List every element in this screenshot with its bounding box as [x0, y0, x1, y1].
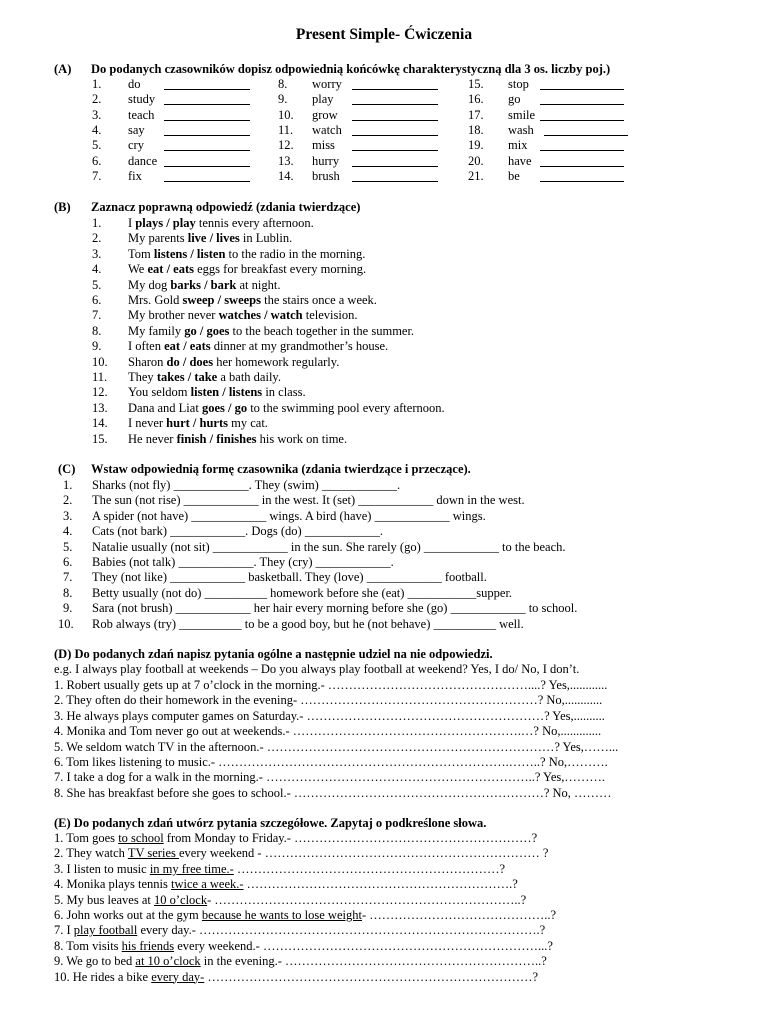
verb-number: 20. — [468, 153, 484, 168]
section-c-label: (C) — [58, 462, 76, 476]
item-number: 7. — [63, 570, 73, 585]
sentence-text: my cat. — [228, 416, 268, 431]
sentence-text: You seldom — [128, 385, 191, 400]
item-number: 5. — [92, 277, 102, 292]
question-line[interactable] — [54, 954, 547, 969]
choice-options[interactable]: listen / listens — [190, 385, 263, 400]
sentence-text: 9. We go to bed — [54, 954, 136, 969]
answer-blank[interactable] — [164, 79, 250, 90]
item-number: 15. — [92, 431, 108, 446]
sentence-text: Tom — [128, 246, 154, 261]
verb-word: go — [508, 92, 521, 107]
answer-dots: in the evening.- ……………………………………………………..? — [200, 954, 547, 969]
choice-options[interactable]: takes / take — [156, 370, 218, 384]
verb-word: say — [128, 122, 145, 137]
underlined-phrase: every day- — [151, 969, 205, 984]
sentence-text: 1. Tom goes — [54, 831, 119, 845]
verb-number: 12. — [278, 138, 294, 153]
section-a-instruction: Do podanych czasowników dopisz odpowiednią końcówkę charakterystyczną dla 3 os. liczby poj.) — [91, 62, 611, 76]
fill-in-sentence[interactable]: The sun (not rise) ____________ in the west. It (set) ____________ down in the west. — [92, 493, 525, 508]
sentence-text: eggs for breakfast every morning. — [194, 262, 367, 277]
sentence-text: 7. I — [54, 923, 74, 938]
choice-options[interactable]: barks / bark — [170, 277, 237, 292]
section-b-header — [54, 200, 360, 215]
section-e-instruction: (E) Do podanych zdań utwórz pytania szczegółowe. Zapytaj o podkreślone słowa. — [54, 816, 487, 830]
verb-number: 4. — [92, 122, 102, 137]
sentence — [128, 385, 306, 400]
answer-blank[interactable] — [164, 156, 250, 167]
sentence — [128, 370, 281, 385]
verb-number: 7. — [92, 168, 102, 183]
sentence-text: My family — [128, 323, 185, 338]
answer-blank[interactable] — [352, 94, 438, 105]
sentence — [128, 324, 414, 339]
question-line[interactable] — [54, 862, 505, 877]
sentence-text: They — [128, 370, 157, 384]
underlined-phrase: at 10 o’clock — [135, 954, 201, 969]
choice-options[interactable]: live / lives — [187, 231, 240, 246]
item-number: 10. — [92, 354, 108, 369]
verb-word: wash — [508, 122, 534, 137]
question-line[interactable]: 5. We seldom watch TV in the afternoon.- ……………………………………………………………? Yes,……... — [54, 739, 619, 754]
sentence-text: 2. They watch — [54, 846, 128, 861]
answer-blank[interactable] — [164, 110, 250, 121]
choice-options[interactable]: finish / finishes — [176, 431, 257, 446]
sentence-text: 8. Tom visits — [54, 938, 122, 953]
sentence-text: My brother never — [128, 308, 219, 323]
item-number: 2. — [63, 493, 73, 508]
answer-blank[interactable] — [352, 125, 438, 136]
question-line[interactable]: 2. They often do their homework in the evening- …………………………………………………? No,............ — [54, 693, 603, 708]
item-number: 14. — [92, 416, 108, 431]
item-number: 9. — [63, 601, 73, 616]
sentence-text: I often — [128, 339, 165, 354]
sentence-text: a bath daily. — [217, 370, 281, 384]
underlined-phrase: his friends — [121, 938, 175, 953]
item-number: 6. — [92, 293, 102, 307]
choice-options[interactable]: do / does — [166, 354, 214, 369]
verb-word: mix — [508, 138, 528, 153]
section-a-header — [54, 62, 610, 77]
question-line[interactable] — [54, 846, 548, 861]
verb-word: brush — [312, 168, 340, 183]
item-number: 10. — [58, 616, 74, 631]
fill-in-sentence[interactable]: Natalie usually (not sit) ____________ in the sun. She rarely (go) ____________ to the beach. — [92, 539, 566, 554]
sentence-text: tennis every afternoon. — [195, 216, 314, 230]
verb-number: 8. — [278, 77, 288, 91]
question-line[interactable] — [54, 893, 526, 908]
answer-dots: every weekend - ………………………………………………………… ? — [178, 846, 549, 861]
choice-options[interactable]: eat / eats — [164, 339, 211, 354]
item-number: 1. — [63, 478, 73, 492]
answer-blank[interactable] — [164, 171, 250, 182]
item-number: 1. — [92, 216, 102, 230]
item-number: 9. — [92, 339, 102, 354]
sentence — [128, 216, 314, 231]
sentence — [128, 247, 365, 262]
sentence-text: his work on time. — [256, 431, 348, 446]
sentence — [128, 432, 347, 447]
fill-in-sentence[interactable]: They (not like) ____________ basketball. They (love) ____________ football. — [92, 570, 487, 585]
answer-dots: ………………………………………………………? — [233, 861, 506, 876]
answer-blank[interactable] — [544, 125, 628, 136]
choice-options[interactable]: go / goes — [184, 323, 230, 338]
sentence-text: in Lublin. — [239, 231, 293, 246]
sentence-text: Dana and Liat — [128, 400, 202, 415]
choice-options[interactable]: watches / watch — [218, 308, 303, 323]
verb-number: 19. — [468, 138, 484, 153]
item-number: 5. — [63, 539, 73, 554]
underlined-phrase: TV series — [127, 846, 179, 861]
answer-blank[interactable] — [352, 79, 438, 90]
verb-word: cry — [128, 138, 144, 153]
sentence-text: her homework regularly. — [213, 354, 340, 369]
answer-dots: from Monday to Friday.- …………………………………………………? — [163, 831, 538, 845]
sentence-text: We — [128, 262, 148, 277]
fill-in-sentence[interactable]: Sara (not brush) ____________ her hair every morning before she (go) ____________ to school. — [92, 601, 578, 616]
verb-number: 18. — [468, 122, 484, 137]
answer-dots: ……………………………………………………….? — [243, 877, 518, 892]
sentence — [128, 262, 366, 277]
choice-options[interactable]: listens / listen — [153, 246, 226, 261]
choice-options[interactable]: sweep / sweeps — [182, 293, 261, 307]
underlined-phrase: because he wants to lose weight — [201, 908, 362, 922]
sentence-text: I — [128, 216, 136, 230]
fill-in-sentence[interactable]: Rob always (try) __________ to be a good boy, but he (not behave) __________ well. — [92, 616, 524, 631]
sentence-text: My dog — [128, 277, 171, 292]
item-number: 7. — [92, 308, 102, 323]
answer-dots: - ………………………………………………………………..? — [207, 892, 527, 907]
answer-dots: - ……………………………………..? — [361, 908, 557, 922]
underlined-phrase: 10 o’clock — [153, 892, 208, 907]
section-d-instruction: (D) Do podanych zdań napisz pytania ogólne a następnie udziel na nie odpowiedzi. — [54, 647, 493, 661]
sentence — [128, 416, 268, 431]
fill-in-sentence[interactable]: Betty usually (not do) __________ homework before she (eat) ___________supper. — [92, 585, 513, 600]
item-number: 11. — [92, 370, 108, 384]
item-number: 2. — [92, 231, 102, 246]
item-number: 12. — [92, 385, 108, 400]
verb-number: 14. — [278, 168, 294, 183]
fill-in-sentence[interactable]: Babies (not talk) ____________. They (cry) ____________. — [92, 555, 394, 569]
item-number: 3. — [63, 508, 73, 523]
verb-word: watch — [312, 122, 342, 137]
sentence-text: Sharon — [128, 354, 167, 369]
sentence — [128, 355, 339, 370]
verb-word: have — [508, 153, 532, 168]
section-a-label: (A) — [54, 62, 72, 76]
sentence-text: in class. — [262, 385, 306, 400]
sentence-text: My parents — [128, 231, 188, 246]
sentence — [128, 293, 377, 308]
answer-blank[interactable] — [540, 140, 624, 151]
sentence-text: I never — [128, 416, 167, 431]
answer-blank[interactable] — [540, 110, 624, 121]
item-number: 8. — [92, 323, 102, 338]
verb-number: 16. — [468, 92, 484, 107]
verb-word: dance — [128, 153, 158, 168]
question-line[interactable]: 8. She has breakfast before she goes to school.- ……………………………………………………? No, ……… — [54, 785, 612, 800]
section-b-label: (B) — [54, 200, 71, 214]
verb-word: teach — [128, 107, 155, 122]
choice-options[interactable]: plays / play — [135, 216, 196, 230]
verb-word: smile — [508, 107, 536, 122]
verb-word: fix — [128, 168, 142, 183]
sentence-text: 4. Monika plays tennis — [54, 877, 172, 892]
verb-number: 9. — [278, 92, 288, 107]
verb-word: do — [128, 77, 141, 91]
choice-options[interactable]: goes / go — [201, 400, 248, 415]
sentence-text: dinner at my grandmother’s house. — [210, 339, 389, 354]
question-line[interactable]: 6. Tom likes listening to music.- …………………………………………………………….……..? No,………. — [54, 755, 608, 769]
verb-word: play — [312, 92, 334, 107]
verb-word: study — [128, 92, 156, 107]
verb-number: 2. — [92, 92, 102, 107]
sentence-text: 6. John works out at the gym — [54, 908, 202, 922]
question-line[interactable]: 1. Robert usually gets up at 7 o’clock in the morning.- …………………………………………....? Yes,............ — [54, 678, 608, 692]
sentence — [128, 339, 388, 354]
choice-options[interactable]: eat / eats — [147, 262, 194, 277]
underlined-phrase: to school — [118, 831, 164, 845]
sentence — [128, 231, 292, 246]
verb-word: hurry — [312, 153, 340, 168]
question-line[interactable]: 4. Monika and Tom never go out at weekends.- ……………………………………………….…? No,............. — [54, 724, 602, 739]
answer-blank[interactable] — [164, 140, 250, 151]
answer-dots: every day.- ……………………………………………………………………….? — [137, 923, 546, 938]
item-number: 13. — [92, 400, 108, 415]
section-c-header — [58, 462, 471, 477]
verb-number: 3. — [92, 107, 102, 122]
verb-number: 10. — [278, 107, 294, 122]
sentence — [128, 308, 357, 323]
sentence-text: television. — [302, 308, 358, 323]
sentence-text: to the beach together in the summer. — [229, 323, 415, 338]
sentence-text: to the swimming pool every afternoon. — [247, 400, 445, 415]
sentence-text: Mrs. Gold — [128, 293, 183, 307]
verb-word: miss — [312, 138, 335, 153]
verb-number: 6. — [92, 153, 102, 168]
answer-blank[interactable] — [540, 94, 624, 105]
answer-blank[interactable] — [540, 79, 624, 90]
question-line[interactable] — [54, 923, 545, 938]
answer-blank[interactable] — [164, 94, 250, 105]
sentence — [128, 278, 280, 293]
answer-dots: every weekend.- …………………………………………………………...? — [174, 938, 553, 953]
section-c-instruction: Wstaw odpowiednią formę czasownika (zdania twierdzące i przeczące). — [91, 462, 471, 476]
item-number: 6. — [63, 555, 73, 569]
page-title: Present Simple- Ćwiczenia — [295, 26, 473, 43]
answer-blank[interactable] — [352, 171, 438, 182]
fill-in-sentence[interactable]: A spider (not have) ____________ wings. A bird (have) ____________ wings. — [92, 508, 486, 523]
underlined-phrase: play football — [73, 923, 138, 938]
verb-word: worry — [312, 77, 342, 91]
sentence-text: 5. My bus leaves at — [54, 892, 154, 907]
answer-dots: ……………………………………………………………………? — [204, 969, 538, 984]
question-line[interactable] — [54, 908, 556, 923]
item-number: 8. — [63, 585, 73, 600]
verb-word: stop — [508, 77, 529, 91]
sentence — [128, 401, 445, 416]
section-a-word-grid — [0, 77, 768, 187]
underlined-phrase: in my free time.- — [149, 861, 234, 876]
section-b-instruction: Zaznacz poprawną odpowiedź (zdania twierdzące) — [91, 200, 361, 214]
question-line[interactable] — [54, 831, 537, 846]
underlined-phrase: twice a week.- — [171, 877, 244, 892]
answer-blank[interactable] — [540, 156, 624, 167]
question-line[interactable]: 7. I take a dog for a walk in the morning.- ………………………………………………………..? Yes,………. — [54, 770, 605, 785]
sentence-text: He never — [128, 431, 177, 446]
answer-blank[interactable] — [352, 110, 438, 121]
verb-number: 5. — [92, 138, 102, 153]
item-number: 4. — [92, 262, 102, 277]
verb-word: grow — [312, 107, 338, 122]
question-line[interactable] — [54, 939, 553, 954]
fill-in-sentence[interactable]: Sharks (not fly) ____________. They (swim) ____________. — [92, 478, 401, 492]
item-number: 4. — [63, 524, 73, 539]
verb-number: 1. — [92, 77, 102, 91]
verb-number: 15. — [468, 77, 484, 91]
sentence-text: 3. I listen to music — [54, 861, 150, 876]
question-line[interactable] — [54, 877, 518, 892]
item-number: 3. — [92, 246, 102, 261]
verb-number: 17. — [468, 107, 484, 122]
answer-blank[interactable] — [164, 125, 250, 136]
answer-blank[interactable] — [352, 156, 438, 167]
sentence-text: at night. — [236, 277, 281, 292]
section-d-example: e.g. I always play football at weekends – Do you always play football at weekend? Yes, I do/ No, I don’t. — [54, 662, 580, 676]
answer-blank[interactable] — [540, 171, 624, 182]
choice-options[interactable]: hurt / hurts — [166, 416, 228, 431]
fill-in-sentence[interactable]: Cats (not bark) ____________. Dogs (do) ____________. — [92, 524, 383, 539]
sentence-text: the stairs once a week. — [261, 293, 377, 307]
verb-number: 13. — [278, 153, 294, 168]
question-line[interactable]: 3. He always plays computer games on Saturday.- …………………………………………………? Yes,.......... — [54, 708, 605, 723]
answer-blank[interactable] — [352, 140, 438, 151]
verb-number: 21. — [468, 168, 484, 183]
sentence-text: to the radio in the morning. — [225, 246, 366, 261]
verb-number: 11. — [278, 122, 294, 137]
sentence-text: 10. He rides a bike — [54, 969, 152, 984]
verb-word: be — [508, 168, 520, 183]
question-line[interactable] — [54, 970, 538, 985]
